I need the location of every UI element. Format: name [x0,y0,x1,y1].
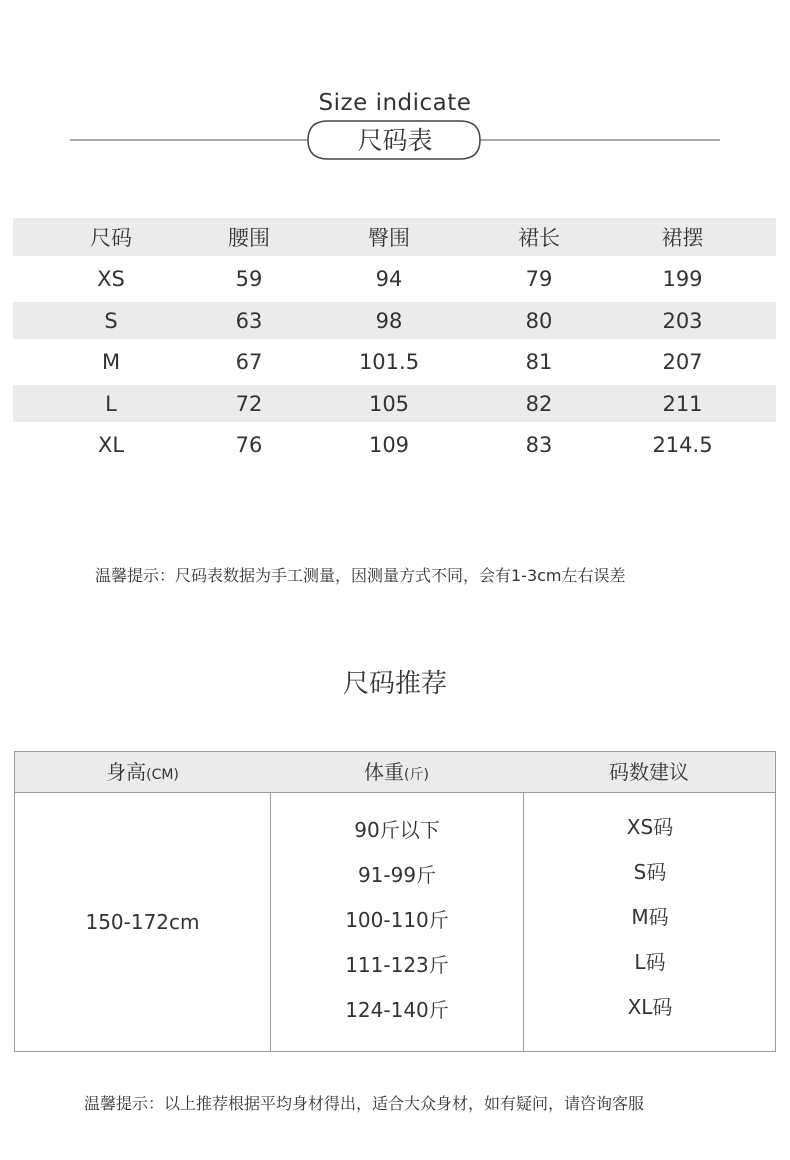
cell-hem: 214.5 [652,433,713,457]
header-skirt-length: 裙长 [518,226,560,250]
cell-waist: 72 [235,391,263,416]
cell-hem: 207 [662,350,703,374]
list-item: M码 [631,905,669,929]
recommend-note: 温馨提示：以上推荐根据平均身材得出，适合大众身材，如有疑问，请咨询客服 [84,1094,645,1113]
header-size-advice: 码数建议 [609,760,689,784]
size-table [13,218,776,468]
header-weight: 体重(斤) [364,760,429,784]
header-hem: 裙摆 [661,226,704,250]
table-row [13,256,776,302]
cell-skirt-length: 81 [525,350,553,374]
cell-skirt-length: 82 [525,391,553,416]
recommend-title: 尺码推荐 [342,669,447,699]
cell-hip: 94 [375,267,403,291]
cell-size: S [104,308,118,333]
list-item: S码 [633,860,667,884]
cell-waist: 76 [235,433,263,457]
table-row [13,422,776,468]
recommend-table [14,751,776,1052]
cell-waist: 67 [235,350,263,374]
cell-hem: 211 [662,391,703,416]
cell-hem: 203 [662,308,703,333]
title-english: Size indicate [318,90,472,116]
header-height: 身高(CM) [106,760,179,784]
cell-hip: 98 [375,308,403,333]
recommend-table-header [15,752,775,793]
list-item: 90斤以下 [354,818,440,842]
cell-size: XL [97,433,125,457]
measurement-note: 温馨提示：尺码表数据为手工测量，因测量方式不同，会有1-3cm左右误差 [95,566,626,585]
list-item: 124-140斤 [345,998,449,1022]
size-advice-list [524,805,776,1030]
cell-skirt-length: 83 [525,433,553,457]
table-row [13,385,776,422]
header-hip: 臀围 [368,226,410,250]
cell-skirt-length: 80 [525,308,553,333]
cell-skirt-length: 79 [525,267,553,291]
list-item: 91-99斤 [357,863,437,887]
weight-list [271,808,523,1033]
list-item: XS码 [626,815,674,839]
cell-waist: 63 [235,308,263,333]
header-waist: 腰围 [228,226,270,250]
cell-hip: 101.5 [358,350,420,374]
size-table-header [13,218,776,256]
table-row [13,302,776,339]
header-size: 尺码 [90,226,132,250]
list-item: 100-110斤 [345,908,449,932]
cell-waist: 59 [235,267,263,291]
list-item: L码 [634,950,666,974]
cell-hip: 109 [368,433,410,457]
cell-hem: 199 [662,267,703,291]
cell-size: M [101,350,121,374]
list-item: XL码 [627,995,673,1019]
list-item: 111-123斤 [345,953,449,977]
cell-size: L [105,391,117,416]
title-chinese: 尺码表 [357,126,433,155]
table-row [13,339,776,385]
height-range: 150-172cm [85,910,200,934]
cell-size: XS [97,267,125,291]
cell-hip: 105 [368,391,410,416]
